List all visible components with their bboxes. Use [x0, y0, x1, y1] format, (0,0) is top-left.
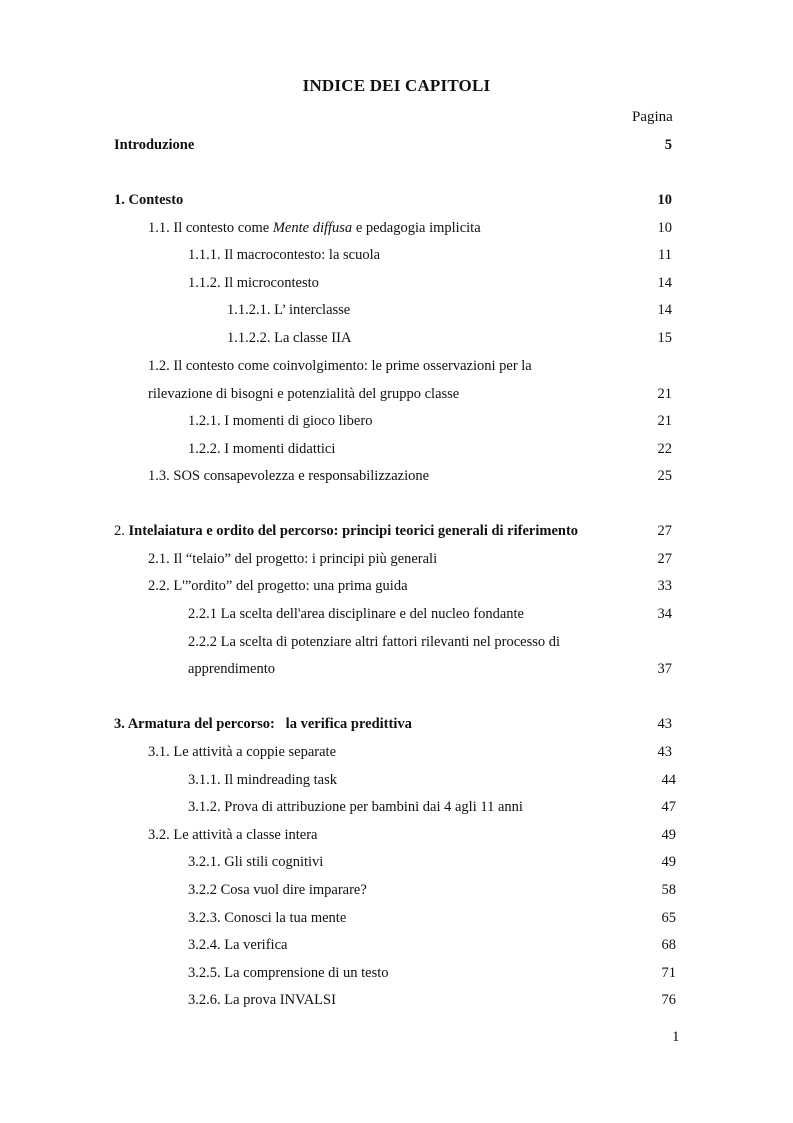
- toc-entry-introduzione: [114, 137, 674, 157]
- toc-entry-2-2-1: [188, 606, 674, 626]
- toc-entry-italic-text: Mente diffusa: [272, 220, 353, 236]
- toc-entry-page: 44: [661, 772, 676, 788]
- toc-entry-page: 34: [657, 606, 672, 622]
- toc-entry-2-2-2-continued: [188, 661, 674, 681]
- toc-entry-1-1: [148, 220, 674, 240]
- toc-entry-3-2-6: [188, 992, 674, 1012]
- toc-entry-text: 2.2.1 La scelta dell'area disciplinare e del nucleo fondante: [188, 606, 524, 622]
- toc-entry-page: 21: [657, 413, 672, 429]
- toc-entry-3-1-2: [188, 799, 674, 819]
- toc-entry-text: 1.1.2.2. La classe IIA: [227, 330, 352, 346]
- toc-entry-text: 3.2.5. La comprensione di un testo: [188, 965, 389, 981]
- page-number: 1: [672, 1029, 680, 1045]
- toc-entry-3-2-5: [188, 965, 674, 985]
- toc-entry-1-2-2: [188, 441, 674, 461]
- toc-entry-page: 76: [661, 992, 676, 1008]
- toc-entry-text: 2.2. L'”ordito” del progetto: una prima guida: [148, 578, 408, 594]
- toc-entry-page: 5: [664, 137, 672, 153]
- toc-entry-text: 1. Contesto: [114, 192, 184, 208]
- toc-entry-text: 3.2.6. La prova INVALSI: [188, 992, 336, 1008]
- toc-entry-text: 2.1. Il “telaio” del progetto: i principi più generali: [148, 551, 438, 567]
- toc-entry-page: 47: [661, 799, 676, 815]
- toc-entry-page: 27: [657, 551, 672, 567]
- toc-entry-page: 21: [657, 386, 672, 402]
- toc-entry-page: 65: [661, 910, 676, 926]
- toc-entry-chapter-2: [114, 523, 674, 543]
- toc-entry-text: apprendimento: [188, 661, 275, 677]
- toc-entry-page: 27: [657, 523, 672, 539]
- toc-entry-page: 71: [661, 965, 676, 981]
- toc-entry-2-1: [148, 551, 674, 571]
- toc-entry-text: 2.2.2 La scelta di potenziare altri fattori rilevanti nel processo di: [188, 634, 561, 650]
- toc-entry-1-1-2-2: [227, 330, 674, 350]
- toc-entry-text: 3.1.2. Prova di attribuzione per bambini dai 4 agli 11 anni: [188, 799, 523, 815]
- toc-entry-1-2-continued: [148, 386, 674, 406]
- toc-entry-page: 33: [657, 578, 672, 594]
- toc-entry-3-2-1: [188, 854, 674, 874]
- toc-entry-text: 3.2.4. La verifica: [188, 937, 288, 953]
- toc-entry-text: Introduzione: [114, 137, 195, 153]
- toc-entry-text: 3. Armatura del percorso: la verifica predittiva: [114, 716, 412, 732]
- toc-entry-3-1-1: [188, 772, 674, 792]
- toc-entry-3-2: [148, 827, 674, 847]
- toc-entry-2-2: [148, 578, 674, 598]
- toc-entry-page: 14: [657, 302, 672, 318]
- toc-entry-chapter-3: [114, 716, 674, 736]
- toc-entry-text: 1.1.1. Il macrocontesto: la scuola: [188, 247, 381, 263]
- toc-entry-page: 58: [661, 882, 676, 898]
- toc-entry-text: 3.1. Le attività a coppie separate: [148, 744, 337, 760]
- toc-entry-page: 11: [658, 247, 672, 263]
- page-title: INDICE DEI CAPITOLI: [302, 76, 491, 95]
- toc-entry-text: 3.2.1. Gli stili cognitivi: [188, 854, 324, 870]
- toc-entry-text: 1.2.2. I momenti didattici: [188, 441, 336, 457]
- toc-entry-text: 3.2.2 Cosa vuol dire imparare?: [188, 882, 367, 898]
- toc-entry-page: 43: [657, 716, 672, 732]
- toc-entry-text: 1.2. Il contesto come coinvolgimento: le prime osservazioni per la: [148, 358, 532, 374]
- toc-entry-page: 49: [661, 854, 676, 870]
- toc-entry-page: 14: [657, 275, 672, 291]
- toc-entry-page: 49: [661, 827, 676, 843]
- toc-entry-1-1-2: [188, 275, 674, 295]
- toc-entry-3-1: [148, 744, 674, 764]
- toc-entry-page: 10: [657, 220, 672, 236]
- toc-entry-text: 1.1.2.1. L’ interclasse: [227, 302, 351, 318]
- toc-entry-page: 68: [661, 937, 676, 953]
- toc-entry-page: 22: [657, 441, 672, 457]
- toc-entry-page: 25: [657, 468, 672, 484]
- toc-entry-3-2-4: [188, 937, 674, 957]
- toc-entry-text: 1.3. SOS consapevolezza e responsabilizzazione: [148, 468, 430, 484]
- toc-entry-text: 3.2. Le attività a classe intera: [148, 827, 318, 843]
- toc-entry-3-2-3: [188, 910, 674, 930]
- toc-entry-1-2: [148, 358, 674, 378]
- toc-entry-text: 3.2.3. Conosci la tua mente: [188, 910, 347, 926]
- toc-entry-page: 15: [657, 330, 672, 346]
- toc-entry-text: 1.1.2. Il microcontesto: [188, 275, 319, 291]
- toc-entry-bold-text: Intelaiatura e ordito del percorso: principi teorici generali di riferimento: [128, 523, 579, 539]
- toc-entry-chapter-1: [114, 192, 674, 212]
- toc-entry-text: rilevazione di bisogni e potenzialità del gruppo classe: [148, 386, 460, 402]
- toc-entry-text: 1.2.1. I momenti di gioco libero: [188, 413, 373, 429]
- toc-entry-1-1-2-1: [227, 302, 674, 322]
- toc-entry-1-1-1: [188, 247, 674, 267]
- toc-entry-1-2-1: [188, 413, 674, 433]
- toc-entry-text: e pedagogia implicita: [352, 220, 481, 236]
- toc-entry-2-2-2: [188, 634, 674, 654]
- toc-entry-page: 37: [657, 661, 672, 677]
- toc-entry-page: 43: [657, 744, 672, 760]
- toc-entry-page: 10: [657, 192, 672, 208]
- page-column-label: Pagina: [632, 109, 673, 125]
- toc-entry-1-3: [148, 468, 674, 488]
- toc-entry-3-2-2: [188, 882, 674, 902]
- toc-entry-text: 3.1.1. Il mindreading task: [188, 772, 338, 788]
- toc-entry-text: 1.1. Il contesto come: [148, 220, 273, 236]
- toc-entry-text: 2.: [114, 523, 129, 539]
